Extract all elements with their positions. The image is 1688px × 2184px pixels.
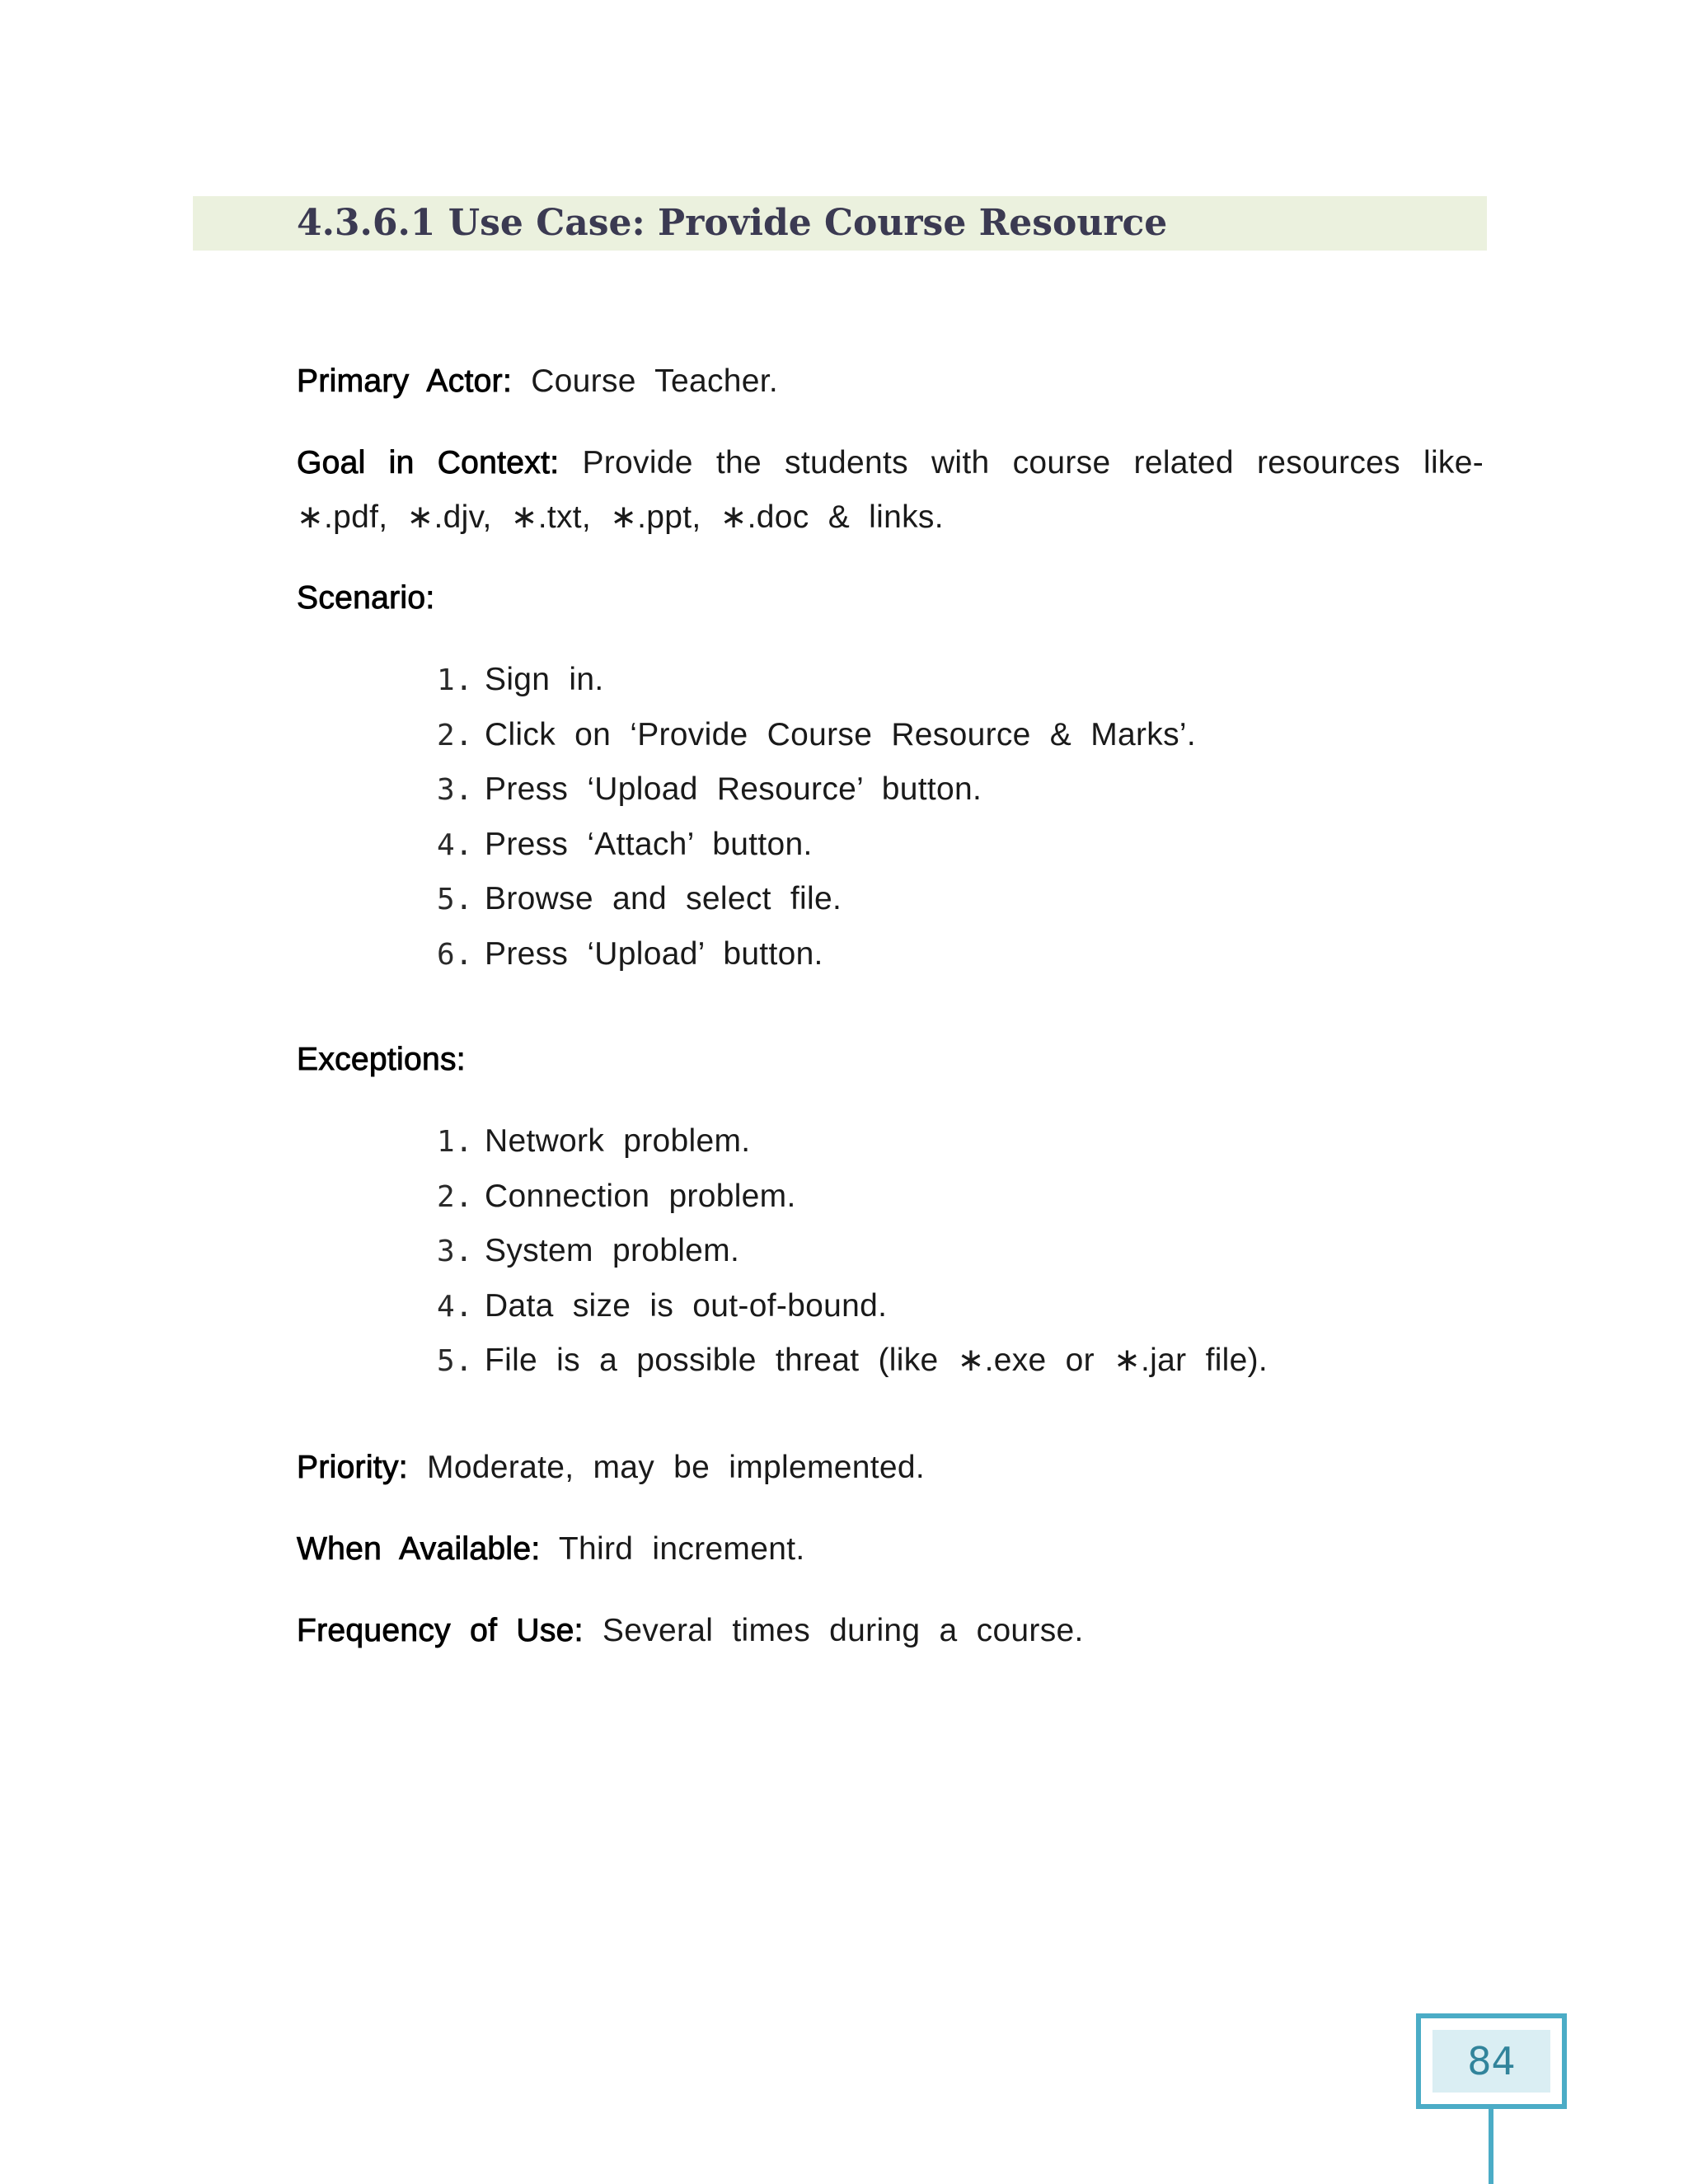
scenario-label: Scenario: xyxy=(297,580,435,616)
exceptions-label: Exceptions: xyxy=(297,1042,466,1077)
list-item xyxy=(437,1279,1268,1334)
page-number-stem xyxy=(1489,2104,1493,2184)
step-number: 1. xyxy=(437,663,473,697)
step-number: 5. xyxy=(437,883,473,916)
goal-value: Provide the students with course related resources like- ∗.pdf, ∗.djv, ∗.txt, ∗.ppt, ∗.doc & links. xyxy=(297,445,1484,535)
frequency-value: Several times during a course. xyxy=(602,1613,1084,1648)
priority-value: Moderate, may be implemented. xyxy=(427,1450,926,1485)
step-text: Press ‘Attach’ button. xyxy=(485,826,813,862)
exception-text: Network problem. xyxy=(485,1123,751,1159)
priority-line xyxy=(297,1441,1484,1495)
when-available-label: When Available: xyxy=(297,1531,541,1567)
list-item xyxy=(437,708,1196,763)
exception-text: Data size is out-of-bound. xyxy=(485,1287,888,1324)
step-text: Browse and select file. xyxy=(485,881,842,916)
exception-text: Connection problem. xyxy=(485,1178,796,1214)
list-item xyxy=(437,1169,1268,1225)
step-number: 2. xyxy=(437,718,473,752)
step-number: 6. xyxy=(437,937,473,972)
exceptions-list xyxy=(437,1114,1268,1389)
exception-text: File is a possible threat (like ∗.exe or ∗.jar file). xyxy=(485,1343,1268,1378)
page-number-box xyxy=(1416,2013,1567,2109)
primary-actor-label: Primary Actor: xyxy=(297,363,513,399)
step-text: Click on ‘Provide Course Resource & Marks’. xyxy=(485,716,1196,752)
priority-label: Priority: xyxy=(297,1450,408,1485)
step-text: Sign in. xyxy=(485,662,604,697)
when-available-value: Third increment. xyxy=(558,1531,805,1567)
step-text: Press ‘Upload Resource’ button. xyxy=(485,771,982,807)
frequency-line xyxy=(297,1604,1484,1658)
scenario-steps-list xyxy=(437,653,1196,982)
step-number: 3. xyxy=(437,773,473,807)
exception-number: 5. xyxy=(437,1344,473,1378)
step-text: Press ‘Upload’ button. xyxy=(485,935,823,972)
scenario-heading xyxy=(297,571,1484,626)
section-heading: 4.3.6.1 Use Case: Provide Course Resource xyxy=(297,202,1168,244)
frequency-label: Frequency of Use: xyxy=(297,1613,584,1648)
exception-number: 1. xyxy=(437,1125,473,1159)
page-number: 84 xyxy=(1432,2030,1550,2093)
exception-number: 3. xyxy=(437,1235,473,1268)
primary-actor-value: Course Teacher. xyxy=(531,363,779,399)
list-item xyxy=(437,818,1196,873)
when-available-line xyxy=(297,1522,1484,1577)
list-item xyxy=(437,762,1196,818)
step-number: 4. xyxy=(437,827,473,862)
list-item xyxy=(437,1224,1268,1279)
primary-actor-line xyxy=(297,354,1484,409)
exceptions-heading xyxy=(297,1033,1484,1087)
goal-line xyxy=(297,436,1484,545)
list-item xyxy=(437,1333,1268,1389)
exception-text: System problem. xyxy=(485,1233,740,1268)
list-item xyxy=(437,872,1196,927)
goal-label: Goal in Context: xyxy=(297,445,560,480)
exception-number: 2. xyxy=(437,1179,473,1214)
list-item xyxy=(437,927,1196,982)
exception-number: 4. xyxy=(437,1289,473,1324)
list-item xyxy=(437,1114,1268,1169)
list-item xyxy=(437,653,1196,708)
